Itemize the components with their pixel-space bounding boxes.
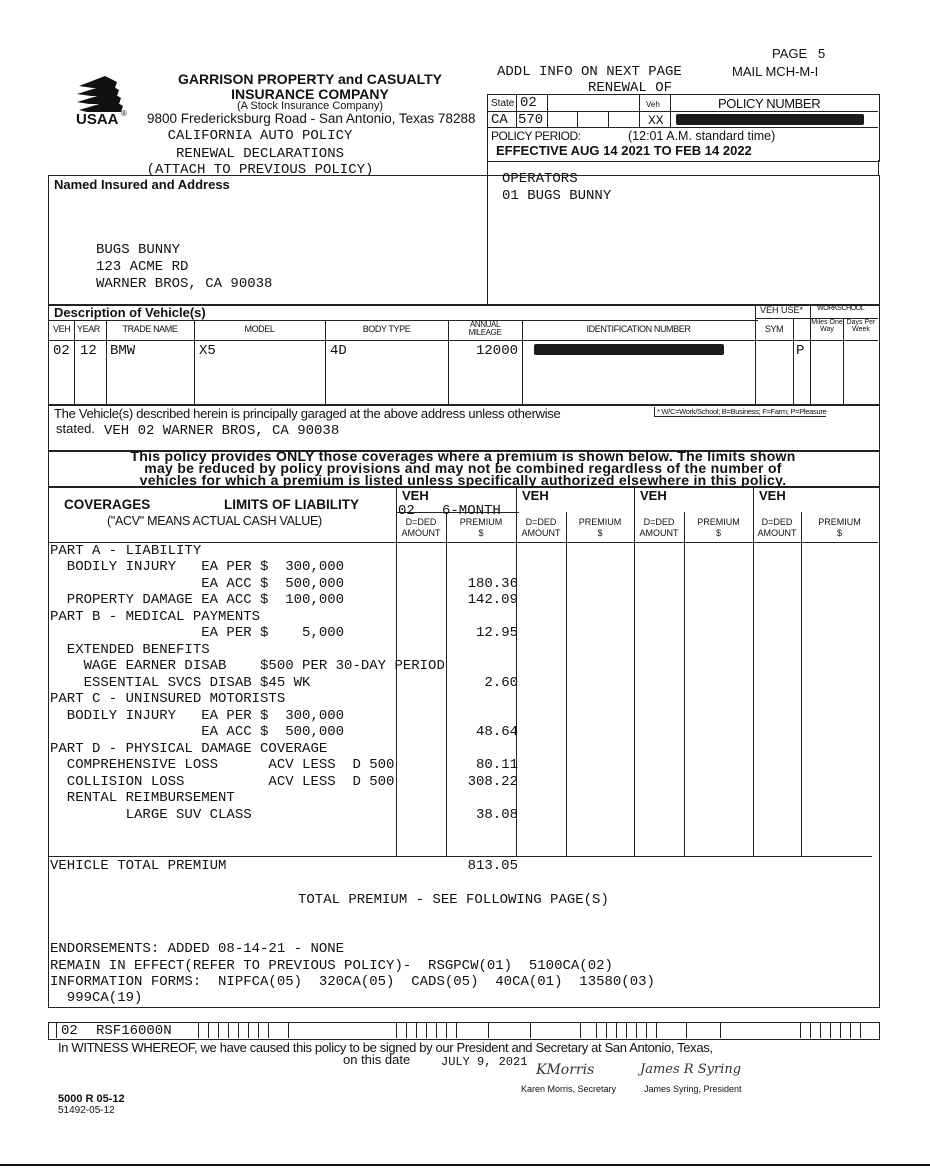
premium-header-4 <box>801 517 878 539</box>
coverage-line: WAGE EARNER DISAB $500 PER 30-DAY PERIOD <box>50 658 445 674</box>
secretary-signature: KMorris <box>536 1062 595 1078</box>
premium-label: PREMIUM <box>818 517 861 527</box>
strip-tick <box>850 1022 851 1038</box>
witness-date: JULY 9, 2021 <box>441 1055 528 1069</box>
veh-col-1-number: 02 <box>398 503 415 519</box>
strip-tick <box>198 1022 199 1038</box>
company-name-line1: GARRISON PROPERTY and CASUALTY <box>178 71 442 87</box>
company-address: 9800 Fredericksburg Road - San Antonio, Texas 78288 <box>147 111 476 126</box>
col-trade-name: TRADE NAME <box>122 324 178 334</box>
coverage-line: PART C - UNINSURED MOTORISTS <box>50 691 286 707</box>
strip-tick <box>646 1022 647 1038</box>
coverage-line: BODILY INJURY EA PER $ 300,000 <box>50 559 345 575</box>
president-name: James Syring, President <box>644 1084 742 1094</box>
vehicle-total-premium: 813.05 <box>467 858 518 874</box>
coverage-line: PART A - LIABILITY <box>50 543 202 559</box>
ded-label: D=DED <box>643 517 675 527</box>
limits-label: LIMITS OF LIABILITY <box>224 497 359 512</box>
insured-name: BUGS BUNNY <box>96 242 181 258</box>
amount-label: AMOUNT <box>401 528 441 538</box>
veh-use-label: VEH USE* <box>760 305 804 315</box>
veh-col-2-label: VEH <box>522 488 549 503</box>
coverage-line: COMPREHENSIVE LOSS ACV LESS D 500 <box>50 757 395 773</box>
coverage-line: ESSENTIAL SVCS DISAB $45 WK <box>50 675 311 691</box>
col-id-number: IDENTIFICATION NUMBER <box>586 324 691 334</box>
coverage-line: LARGE SUV CLASS <box>50 807 252 823</box>
coverage-line: EA PER $ 5,000 <box>50 625 345 641</box>
strip-tick <box>596 1022 597 1038</box>
redacted-policy-number <box>676 114 864 125</box>
vehicle-row-trade-name: BMW <box>110 343 136 359</box>
premium-medical: 12.95 <box>475 625 518 641</box>
operators-label: OPERATORS <box>502 171 578 187</box>
strip-tick <box>830 1022 831 1038</box>
endorsements-line: REMAIN IN EFFECT(REFER TO PREVIOUS POLICY)- RSGPCW(01) 5100CA(02) <box>50 958 613 974</box>
premium-collision: 308.22 <box>467 774 518 790</box>
vehicle-row-use: P <box>796 343 805 359</box>
policy-period-note: (12:01 A.M. standard time) <box>628 129 776 143</box>
dollar-label: $ <box>715 528 721 538</box>
premium-header-3 <box>684 517 753 539</box>
coverage-notice-line2: may be reduced by policy provisions and may not be combined regardless of the number of <box>144 460 782 476</box>
strip-tick <box>686 1022 687 1038</box>
premium-uninsured-motorists: 48.64 <box>475 724 518 740</box>
premium-header-2 <box>566 517 634 539</box>
usaa-eagle-logo-icon <box>75 74 127 114</box>
garaged-stated-label: stated. <box>56 421 96 436</box>
coverage-line: PART D - PHYSICAL DAMAGE COVERAGE <box>50 741 328 757</box>
strip-tick <box>426 1022 427 1038</box>
ded-header-2 <box>516 517 566 539</box>
form-code-strip <box>48 1022 880 1040</box>
endorsements-line: ENDORSEMENTS: ADDED 08-14-21 - NONE <box>50 941 345 957</box>
strip-tick <box>238 1022 239 1038</box>
coverage-notice-line3: vehicles for which a premium is listed unless specifically authorized elsewhere in this policy. <box>139 472 787 488</box>
col-miles-one-way: Miles One Way <box>811 319 843 333</box>
ded-label: D=DED <box>405 517 437 527</box>
strip-tick <box>446 1022 447 1038</box>
col-annual: ANNUAL <box>469 320 501 329</box>
ded-header-1 <box>396 517 446 539</box>
vehicle-row-year: 12 <box>80 343 97 359</box>
vehicle-use-legend: * W/C=Work/School; B=Business; F=Farm; P=Pleasure <box>654 407 826 417</box>
amount-label: AMOUNT <box>639 528 679 538</box>
veh-col-4-label: VEH <box>759 488 786 503</box>
strip-tick <box>616 1022 617 1038</box>
coverage-notice <box>48 450 878 486</box>
vehicle-row-veh: 02 <box>53 343 70 359</box>
attach-note: (ATTACH TO PREVIOUS POLICY) <box>146 162 374 178</box>
premium-bodily-injury: 180.36 <box>467 576 518 592</box>
col-body-type: BODY TYPE <box>362 324 411 334</box>
strip-tick <box>840 1022 841 1038</box>
coverage-line: RENTAL REIMBURSEMENT <box>50 790 235 806</box>
strip-tick <box>268 1022 269 1038</box>
coverage-notice-line1: This policy provides ONLY those coverages where a premium is shown below. The limits shown <box>130 448 796 464</box>
acv-note: ("ACV" MEANS ACTUAL CASH VALUE) <box>107 514 322 528</box>
premium-rental: 38.08 <box>475 807 518 823</box>
strip-tick <box>820 1022 821 1038</box>
renewal-of: RENEWAL OF <box>588 80 673 96</box>
strip-tick <box>228 1022 229 1038</box>
premium-label: PREMIUM <box>697 517 740 527</box>
strip-tick <box>720 1022 721 1038</box>
dollar-label: $ <box>478 528 484 538</box>
dollar-label: $ <box>597 528 603 538</box>
premium-label: PREMIUM <box>578 517 622 527</box>
strip-tick <box>800 1022 801 1038</box>
strip-tick <box>860 1022 861 1038</box>
insured-city: WARNER BROS, CA 90038 <box>96 276 273 292</box>
ded-header-4 <box>753 517 801 539</box>
strip-tick <box>656 1022 657 1038</box>
state-code: 02 <box>520 95 537 111</box>
col-sym: SYM <box>764 324 784 334</box>
usaa-logo-text: USAA <box>76 111 119 128</box>
insured-street: 123 ACME RD <box>96 259 189 275</box>
coverage-line: EA ACC $ 500,000 <box>50 576 345 592</box>
premium-label: PREMIUM <box>459 517 503 527</box>
ded-label: D=DED <box>525 517 557 527</box>
premium-comprehensive: 80.11 <box>475 757 518 773</box>
page-bottom-border <box>0 1164 930 1166</box>
page-label: PAGE <box>772 46 808 61</box>
total-premium-note: TOTAL PREMIUM - SEE FOLLOWING PAGE(S) <box>298 892 609 908</box>
vehicle-section-label: Description of Vehicle(s) <box>54 305 206 320</box>
col-days-per-week: Days Per Week <box>846 319 876 333</box>
strip-tick <box>56 1022 57 1038</box>
amount-label: AMOUNT <box>757 528 797 538</box>
col-year: YEAR <box>77 324 100 334</box>
registered-mark: ® <box>121 109 127 118</box>
strip-tick <box>258 1022 259 1038</box>
president-signature: James R Syring <box>640 1062 742 1077</box>
veh-col-3-label: VEH <box>640 488 667 503</box>
strip-tick <box>248 1022 249 1038</box>
strip-tick <box>810 1022 811 1038</box>
state-abbr: CA <box>491 112 508 128</box>
strip-tick <box>396 1022 397 1038</box>
garaged-text: The Vehicle(s) described herein is principally garaged at the above address unless otherwise <box>54 406 561 421</box>
redacted-vin <box>534 344 724 355</box>
declarations-title: RENEWAL DECLARATIONS <box>175 146 345 162</box>
policy-code: 570 <box>518 112 544 128</box>
policy-title: CALIFORNIA AUTO POLICY <box>167 128 353 144</box>
operator-item: 01 BUGS BUNNY <box>502 188 612 204</box>
dollar-label: $ <box>836 528 842 538</box>
vehicle-row-mileage: 12000 <box>475 343 518 359</box>
endorsements-line: 999CA(19) <box>50 990 143 1006</box>
strip-tick <box>208 1022 209 1038</box>
addl-info: ADDL INFO ON NEXT PAGE <box>497 64 682 80</box>
strip-tick <box>436 1022 437 1038</box>
workschool-label: WORKSCHOOL <box>817 305 865 312</box>
ded-label: D=DED <box>761 517 793 527</box>
strip-tick <box>288 1022 289 1038</box>
strip-tick <box>488 1022 489 1038</box>
witness-line2: on this date <box>343 1052 411 1067</box>
coverage-line: PART B - MEDICAL PAYMENTS <box>50 609 261 625</box>
effective-dates: EFFECTIVE AUG 14 2021 TO FEB 14 2022 <box>496 143 752 158</box>
strip-tick <box>626 1022 627 1038</box>
coverages-label: COVERAGES <box>64 497 151 512</box>
term-label: 6-MONTH <box>442 503 501 519</box>
coverage-line: EXTENDED BENEFITS <box>50 642 210 658</box>
company-name-line2: INSURANCE COMPANY <box>231 86 389 102</box>
strip-veh: 02 <box>61 1023 78 1039</box>
coverage-line: BODILY INJURY EA PER $ 300,000 <box>50 708 345 724</box>
premium-header-1 <box>446 517 516 539</box>
col-mileage: MILEAGE <box>468 328 502 337</box>
coverage-line: EA ACC $ 500,000 <box>50 724 345 740</box>
page-indicator <box>772 46 825 61</box>
amount-label: AMOUNT <box>521 528 561 538</box>
premium-essential-services: 2.60 <box>484 675 518 691</box>
page-number: 5 <box>818 46 826 61</box>
strip-tick <box>530 1022 531 1038</box>
strip-tick <box>218 1022 219 1038</box>
form-number: 5000 R 05-12 <box>58 1093 125 1105</box>
company-type: (A Stock Insurance Company) <box>236 100 384 112</box>
coverage-line: COLLISION LOSS ACV LESS D 500 <box>50 774 395 790</box>
veh-value: XX <box>648 113 664 128</box>
mail-code: MAIL MCH-M-I <box>732 64 819 79</box>
vehicle-row-model: X5 <box>199 343 216 359</box>
policy-period-label: POLICY PERIOD: <box>491 129 581 143</box>
strip-tick <box>456 1022 457 1038</box>
vehicle-row-body-type: 4D <box>330 343 347 359</box>
garaged-stated-value: VEH 02 WARNER BROS, CA 90038 <box>104 423 340 439</box>
strip-tick <box>416 1022 417 1038</box>
col-veh: VEH <box>53 324 71 334</box>
secretary-name: Karen Morris, Secretary <box>521 1084 617 1094</box>
policy-number-label: POLICY NUMBER <box>718 96 821 111</box>
state-label: State <box>491 98 515 109</box>
premium-property-damage: 142.09 <box>467 592 518 608</box>
veh-col-1-label: VEH <box>402 488 429 503</box>
endorsements-line: INFORMATION FORMS: NIPFCA(05) 320CA(05) CADS(05) 40CA(01) 13580(03) <box>50 974 655 990</box>
col-model: MODEL <box>244 324 275 334</box>
vehicle-total-label: VEHICLE TOTAL PREMIUM <box>50 858 227 874</box>
strip-code: RSF16000N <box>96 1023 172 1039</box>
strip-tick <box>580 1022 581 1038</box>
strip-tick <box>406 1022 407 1038</box>
ded-header-3 <box>634 517 684 539</box>
col-annual-mileage <box>448 321 522 337</box>
witness-line1: In WITNESS WHEREOF, we have caused this policy to be signed by our President and Secretary at San Antonio, Texas, <box>58 1040 713 1055</box>
veh-label: Veh <box>646 100 660 109</box>
form-serial: 51492-05-12 <box>58 1105 115 1116</box>
named-insured-label: Named Insured and Address <box>54 177 230 192</box>
strip-tick <box>606 1022 607 1038</box>
strip-tick <box>636 1022 637 1038</box>
coverage-line: PROPERTY DAMAGE EA ACC $ 100,000 <box>50 592 345 608</box>
